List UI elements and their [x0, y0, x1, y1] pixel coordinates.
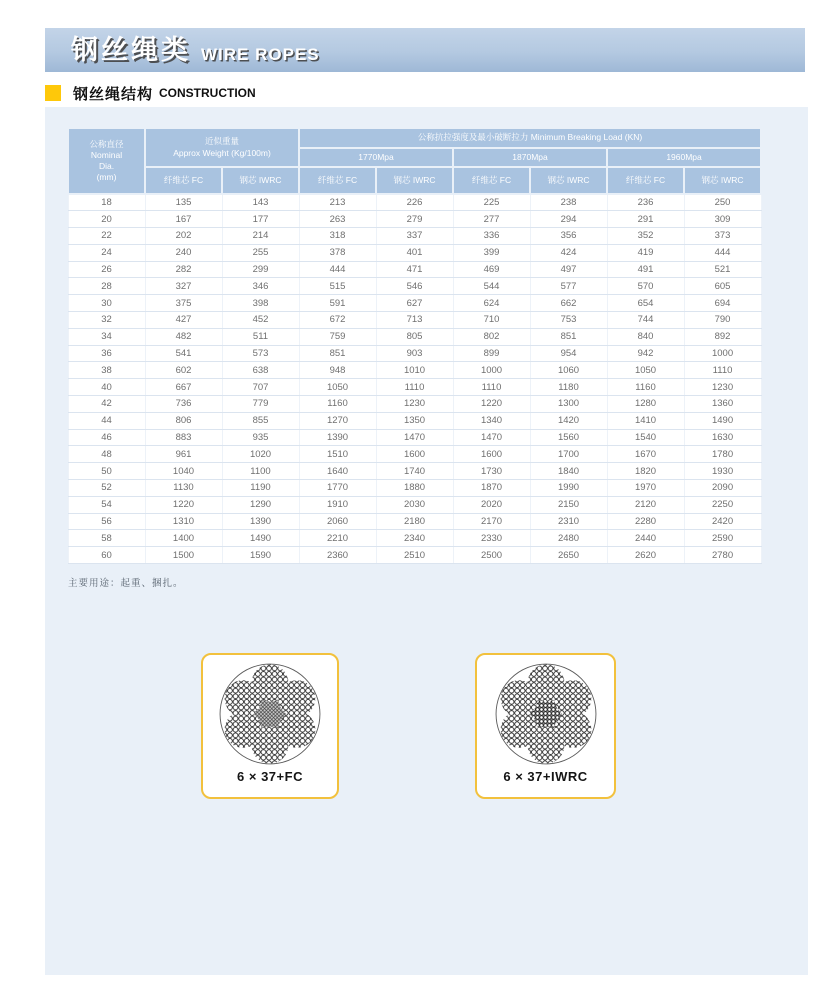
banner-title-zh: 钢丝绳类 — [71, 35, 191, 65]
table-cell: 309 — [684, 211, 761, 228]
table-cell: 1990 — [530, 480, 607, 497]
diagram-card-fc — [201, 653, 339, 799]
table-cell: 1280 — [607, 396, 684, 413]
table-cell: 469 — [453, 261, 530, 278]
diagram-card-iwrc — [475, 653, 616, 799]
table-cell: 1390 — [222, 513, 299, 530]
table-row — [68, 328, 761, 345]
table-cell: 2330 — [453, 530, 530, 547]
table-cell: 277 — [453, 211, 530, 228]
table-cell: 34 — [68, 328, 145, 345]
table-row — [68, 194, 761, 211]
table-cell: 892 — [684, 328, 761, 345]
table-row — [68, 446, 761, 463]
table-cell: 627 — [376, 295, 453, 312]
table-cell: 279 — [376, 211, 453, 228]
table-cell: 1670 — [607, 446, 684, 463]
table-cell: 1230 — [376, 396, 453, 413]
table-cell: 1630 — [684, 429, 761, 446]
table-cell: 851 — [299, 345, 376, 362]
table-cell: 444 — [299, 261, 376, 278]
table-row — [68, 429, 761, 446]
table-cell: 1010 — [376, 362, 453, 379]
table-cell: 1470 — [376, 429, 453, 446]
table-cell: 2310 — [530, 513, 607, 530]
table-cell: 46 — [68, 429, 145, 446]
table-cell: 2060 — [299, 513, 376, 530]
table-cell: 250 — [684, 194, 761, 211]
table-cell: 20 — [68, 211, 145, 228]
table-cell: 2150 — [530, 496, 607, 513]
table-cell: 1490 — [684, 412, 761, 429]
table-row — [68, 379, 761, 396]
table-cell: 1700 — [530, 446, 607, 463]
table-cell: 1880 — [376, 480, 453, 497]
table-cell: 18 — [68, 194, 145, 211]
table-cell: 1050 — [299, 379, 376, 396]
table-cell: 2280 — [607, 513, 684, 530]
table-cell: 713 — [376, 312, 453, 329]
table-cell: 802 — [453, 328, 530, 345]
usage-note: 主要用途：起重、捆扎。 — [68, 578, 184, 589]
table-cell: 855 — [222, 412, 299, 429]
table-cell: 2500 — [453, 547, 530, 564]
table-cell: 546 — [376, 278, 453, 295]
table-cell: 883 — [145, 429, 222, 446]
page-banner — [45, 28, 805, 72]
table-cell: 40 — [68, 379, 145, 396]
table-cell: 2030 — [376, 496, 453, 513]
table-cell: 779 — [222, 396, 299, 413]
table-cell: 28 — [68, 278, 145, 295]
table-cell: 1350 — [376, 412, 453, 429]
table-cell: 2510 — [376, 547, 453, 564]
table-cell: 1640 — [299, 463, 376, 480]
section-heading — [45, 84, 256, 102]
table-cell: 521 — [684, 261, 761, 278]
table-cell: 378 — [299, 244, 376, 261]
table-cell: 399 — [453, 244, 530, 261]
table-cell: 1500 — [145, 547, 222, 564]
table-cell: 1410 — [607, 412, 684, 429]
table-cell: 336 — [453, 228, 530, 245]
table-cell: 1770 — [299, 480, 376, 497]
table-row — [68, 261, 761, 278]
table-cell: 1060 — [530, 362, 607, 379]
header-mpa-1770: 1770Mpa — [299, 148, 453, 167]
header-iwrc: 钢芯 IWRC — [684, 167, 761, 194]
header-fc: 纤维芯 FC — [299, 167, 376, 194]
table-cell: 58 — [68, 530, 145, 547]
table-cell: 471 — [376, 261, 453, 278]
table-cell: 1970 — [607, 480, 684, 497]
table-cell: 570 — [607, 278, 684, 295]
header-approx-weight-zh: 近似重量 — [205, 136, 240, 147]
table-cell: 238 — [530, 194, 607, 211]
header-iwrc: 钢芯 IWRC — [530, 167, 607, 194]
table-cell: 2340 — [376, 530, 453, 547]
table-cell: 54 — [68, 496, 145, 513]
table-cell: 672 — [299, 312, 376, 329]
table-cell: 1540 — [607, 429, 684, 446]
table-cell: 48 — [68, 446, 145, 463]
table-cell: 263 — [299, 211, 376, 228]
table-cell: 2480 — [530, 530, 607, 547]
table-cell: 1110 — [684, 362, 761, 379]
spec-table-body — [68, 194, 761, 564]
section-title-zh: 钢丝绳结构 — [73, 85, 154, 103]
table-cell: 226 — [376, 194, 453, 211]
wire-rope-cross-section-fc-icon — [216, 660, 324, 768]
table-cell: 1420 — [530, 412, 607, 429]
yellow-square-icon — [45, 85, 61, 101]
table-row — [68, 480, 761, 497]
table-cell: 541 — [145, 345, 222, 362]
table-cell: 899 — [453, 345, 530, 362]
table-cell: 213 — [299, 194, 376, 211]
table-cell: 2620 — [607, 547, 684, 564]
table-cell: 577 — [530, 278, 607, 295]
header-mpa-1870: 1870Mpa — [453, 148, 607, 167]
table-cell: 352 — [607, 228, 684, 245]
header-approx-weight — [145, 128, 299, 167]
table-cell: 2650 — [530, 547, 607, 564]
table-cell: 482 — [145, 328, 222, 345]
header-nominal-dia-en1: Nominal — [90, 149, 123, 160]
table-cell: 624 — [453, 295, 530, 312]
table-cell: 255 — [222, 244, 299, 261]
table-row — [68, 513, 761, 530]
table-cell: 1780 — [684, 446, 761, 463]
table-cell: 2020 — [453, 496, 530, 513]
table-cell: 805 — [376, 328, 453, 345]
table-cell: 2210 — [299, 530, 376, 547]
table-cell: 1470 — [453, 429, 530, 446]
table-cell: 935 — [222, 429, 299, 446]
table-cell: 1020 — [222, 446, 299, 463]
table-cell: 294 — [530, 211, 607, 228]
table-cell: 22 — [68, 228, 145, 245]
table-cell: 452 — [222, 312, 299, 329]
table-row — [68, 211, 761, 228]
table-cell: 236 — [607, 194, 684, 211]
table-cell: 491 — [607, 261, 684, 278]
table-cell: 337 — [376, 228, 453, 245]
table-row — [68, 530, 761, 547]
table-cell: 1340 — [453, 412, 530, 429]
table-cell: 544 — [453, 278, 530, 295]
table-cell: 1180 — [530, 379, 607, 396]
table-cell: 1290 — [222, 496, 299, 513]
table-cell: 282 — [145, 261, 222, 278]
table-cell: 202 — [145, 228, 222, 245]
wire-rope-cross-section-iwrc-icon — [492, 660, 600, 768]
table-row — [68, 278, 761, 295]
table-cell: 1300 — [530, 396, 607, 413]
table-cell: 36 — [68, 345, 145, 362]
table-cell: 424 — [530, 244, 607, 261]
table-cell: 1050 — [607, 362, 684, 379]
table-cell: 605 — [684, 278, 761, 295]
table-cell: 318 — [299, 228, 376, 245]
table-cell: 2420 — [684, 513, 761, 530]
table-cell: 2440 — [607, 530, 684, 547]
table-cell: 1600 — [453, 446, 530, 463]
table-cell: 143 — [222, 194, 299, 211]
diagram-label-iwrc: 6 × 37+IWRC — [503, 769, 588, 784]
table-row — [68, 463, 761, 480]
table-cell: 1560 — [530, 429, 607, 446]
table-cell: 135 — [145, 194, 222, 211]
table-cell: 1040 — [145, 463, 222, 480]
table-cell: 60 — [68, 547, 145, 564]
table-cell: 2590 — [684, 530, 761, 547]
table-cell: 299 — [222, 261, 299, 278]
header-nominal-dia — [68, 128, 145, 194]
table-cell: 1820 — [607, 463, 684, 480]
table-cell: 806 — [145, 412, 222, 429]
table-cell: 444 — [684, 244, 761, 261]
table-cell: 167 — [145, 211, 222, 228]
table-cell: 30 — [68, 295, 145, 312]
table-cell: 1400 — [145, 530, 222, 547]
table-cell: 1730 — [453, 463, 530, 480]
table-row — [68, 312, 761, 329]
table-cell: 1360 — [684, 396, 761, 413]
table-cell: 1220 — [145, 496, 222, 513]
table-cell: 177 — [222, 211, 299, 228]
table-cell: 736 — [145, 396, 222, 413]
table-cell: 511 — [222, 328, 299, 345]
table-cell: 851 — [530, 328, 607, 345]
table-cell: 356 — [530, 228, 607, 245]
table-cell: 2360 — [299, 547, 376, 564]
table-cell: 225 — [453, 194, 530, 211]
table-row — [68, 244, 761, 261]
table-cell: 2120 — [607, 496, 684, 513]
table-cell: 790 — [684, 312, 761, 329]
table-cell: 1000 — [684, 345, 761, 362]
table-cell: 753 — [530, 312, 607, 329]
table-cell: 707 — [222, 379, 299, 396]
table-cell: 1910 — [299, 496, 376, 513]
header-approx-weight-en: Approx Weight (Kg/100m) — [173, 147, 271, 158]
table-cell: 375 — [145, 295, 222, 312]
table-cell: 759 — [299, 328, 376, 345]
table-cell: 1510 — [299, 446, 376, 463]
table-cell: 26 — [68, 261, 145, 278]
table-cell: 427 — [145, 312, 222, 329]
table-cell: 401 — [376, 244, 453, 261]
table-cell: 744 — [607, 312, 684, 329]
spec-table — [67, 127, 762, 564]
table-cell: 2090 — [684, 480, 761, 497]
table-cell: 1160 — [299, 396, 376, 413]
table-cell: 591 — [299, 295, 376, 312]
table-cell: 1270 — [299, 412, 376, 429]
table-cell: 1000 — [453, 362, 530, 379]
table-cell: 2780 — [684, 547, 761, 564]
table-cell: 398 — [222, 295, 299, 312]
table-cell: 56 — [68, 513, 145, 530]
table-cell: 1130 — [145, 480, 222, 497]
section-title-en: CONSTRUCTION — [159, 86, 256, 100]
table-row — [68, 547, 761, 564]
table-cell: 1840 — [530, 463, 607, 480]
table-row — [68, 228, 761, 245]
table-cell: 291 — [607, 211, 684, 228]
table-cell: 419 — [607, 244, 684, 261]
table-cell: 1600 — [376, 446, 453, 463]
table-cell: 710 — [453, 312, 530, 329]
header-mpa-1960: 1960Mpa — [607, 148, 761, 167]
table-cell: 327 — [145, 278, 222, 295]
table-cell: 1110 — [453, 379, 530, 396]
header-iwrc: 钢芯 IWRC — [376, 167, 453, 194]
content-panel — [45, 107, 808, 975]
table-cell: 602 — [145, 362, 222, 379]
table-cell: 573 — [222, 345, 299, 362]
table-cell: 50 — [68, 463, 145, 480]
table-cell: 1870 — [453, 480, 530, 497]
table-row — [68, 396, 761, 413]
table-cell: 240 — [145, 244, 222, 261]
header-iwrc: 钢芯 IWRC — [222, 167, 299, 194]
table-cell: 1930 — [684, 463, 761, 480]
table-cell: 2250 — [684, 496, 761, 513]
table-cell: 2180 — [376, 513, 453, 530]
table-cell: 694 — [684, 295, 761, 312]
table-row — [68, 412, 761, 429]
header-fc: 纤维芯 FC — [145, 167, 222, 194]
table-cell: 24 — [68, 244, 145, 261]
table-cell: 1160 — [607, 379, 684, 396]
table-row — [68, 345, 761, 362]
table-cell: 346 — [222, 278, 299, 295]
table-cell: 948 — [299, 362, 376, 379]
table-cell: 1590 — [222, 547, 299, 564]
table-cell: 32 — [68, 312, 145, 329]
table-row — [68, 496, 761, 513]
table-cell: 1220 — [453, 396, 530, 413]
table-cell: 840 — [607, 328, 684, 345]
table-cell: 44 — [68, 412, 145, 429]
table-cell: 667 — [145, 379, 222, 396]
table-row — [68, 295, 761, 312]
table-cell: 1490 — [222, 530, 299, 547]
table-cell: 942 — [607, 345, 684, 362]
table-cell: 1190 — [222, 480, 299, 497]
table-cell: 1100 — [222, 463, 299, 480]
table-cell: 1110 — [376, 379, 453, 396]
table-cell: 515 — [299, 278, 376, 295]
table-cell: 1390 — [299, 429, 376, 446]
table-cell: 662 — [530, 295, 607, 312]
table-cell: 961 — [145, 446, 222, 463]
banner-title-en: WIRE ROPES — [201, 45, 320, 64]
table-cell: 903 — [376, 345, 453, 362]
table-cell: 373 — [684, 228, 761, 245]
table-cell: 497 — [530, 261, 607, 278]
header-fc: 纤维芯 FC — [607, 167, 684, 194]
header-breaking-load: 公称抗拉强度及最小破断拉力 Minimum Breaking Load (KN) — [299, 128, 761, 148]
spec-table-header — [68, 128, 761, 194]
table-cell: 954 — [530, 345, 607, 362]
table-cell: 52 — [68, 480, 145, 497]
table-cell: 42 — [68, 396, 145, 413]
table-cell: 214 — [222, 228, 299, 245]
table-cell: 654 — [607, 295, 684, 312]
header-nominal-dia-en3: (mm) — [96, 172, 117, 183]
table-row — [68, 362, 761, 379]
table-cell: 638 — [222, 362, 299, 379]
table-cell: 2170 — [453, 513, 530, 530]
diagram-label-fc: 6 × 37+FC — [237, 769, 303, 784]
header-nominal-dia-en2: Dia. — [98, 161, 115, 171]
table-cell: 38 — [68, 362, 145, 379]
header-nominal-dia-zh: 公称直径 — [89, 138, 124, 149]
table-cell: 1740 — [376, 463, 453, 480]
table-cell: 1310 — [145, 513, 222, 530]
header-fc: 纤维芯 FC — [453, 167, 530, 194]
table-cell: 1230 — [684, 379, 761, 396]
